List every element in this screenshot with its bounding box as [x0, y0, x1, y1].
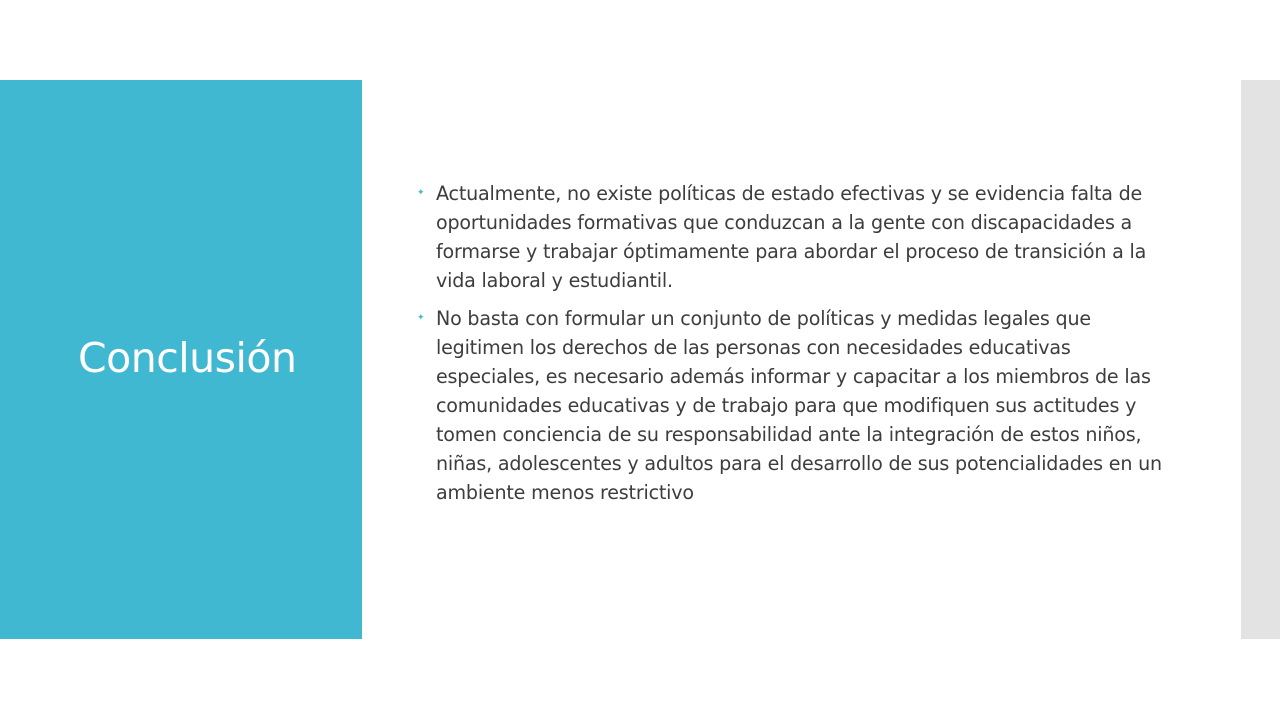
- bullet-list: [416, 179, 1176, 516]
- bullet-text: Actualmente, no existe políticas de estado efectivas y se evidencia falta de oportunidades formativas que conduzcan a la gente con discapacidades a formarse y trabajar óptimamente para abordar el proceso de transición a la vida laboral y estudiantil.: [436, 182, 1147, 292]
- decorative-side-bar: [1241, 80, 1280, 639]
- bullet-icon: ✦: [417, 313, 425, 323]
- bullet-item: [416, 304, 1176, 507]
- bullet-icon: ✦: [417, 188, 425, 198]
- bullet-text: No basta con formular un conjunto de políticas y medidas legales que legitimen los derechos de las personas con necesidades educativas especiales, es necesario además informar y capacitar a los miembros de las comunidades educativas y de trabajo para que modifiquen sus actitudes y tomen conciencia de su responsabilidad ante la integración de estos niños, niñas, adolescentes y adultos para el desarrollo de sus potencialidades en un ambiente menos restrictivo: [436, 307, 1162, 504]
- slide-title: Conclusión: [78, 334, 297, 382]
- bullet-item: [416, 179, 1176, 295]
- title-panel: [0, 80, 362, 639]
